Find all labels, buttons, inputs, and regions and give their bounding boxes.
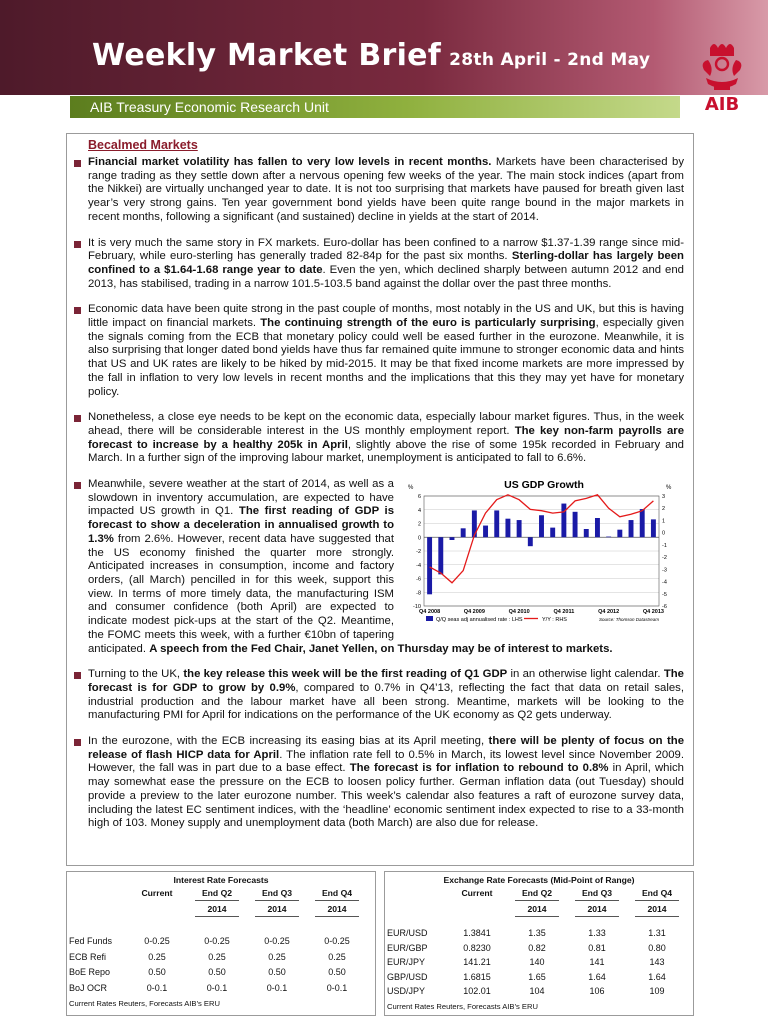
fx_table-cell: 1.3841: [463, 928, 491, 938]
interest_table-header: End Q2: [201, 888, 233, 898]
fx_table-header: End Q3: [581, 888, 613, 898]
bullet-icon: [74, 307, 81, 314]
interest_table-cell: 0-0.25: [264, 936, 290, 946]
fx_table-cell: 140: [529, 957, 545, 967]
header-underline: [255, 916, 299, 917]
header-underline: [315, 900, 359, 901]
gdp-bar-q3-2010: [505, 519, 510, 538]
fx_table-cell: 0.81: [588, 942, 606, 953]
fx_table-cell: 102.01: [463, 986, 491, 996]
x-tick-label: Q4 2008: [419, 609, 441, 616]
body-text: In the eurozone, with the ECB increasing its easing bias at its April meeting,: [88, 735, 489, 748]
gdp-bar-q3-2009: [461, 528, 466, 537]
interest_table-header: Current: [141, 888, 173, 898]
right-tick-label: 1: [662, 518, 666, 525]
gdp-bar-q3-2012: [595, 518, 600, 537]
interest_table-cell: 0-0.1: [206, 982, 228, 993]
fx_table-cell: 1.64: [588, 971, 606, 982]
legend-bar-label: Q/Q seas adj annualised rate : LHS: [436, 617, 523, 624]
interest_table-row-label: ECB Refi: [69, 951, 107, 962]
fx_table-row-label: EUR/GBP: [387, 942, 428, 953]
chart-title: US GDP Growth: [504, 479, 584, 492]
fx_table-header: End Q2: [521, 888, 553, 898]
fx_table-footnote: Current Rates Reuters, Forecasts AIB’s ERU: [387, 1001, 538, 1011]
fx_table-row-label: EUR/JPY: [387, 957, 426, 967]
right-tick-label: 3: [662, 494, 666, 501]
fx_table-cell: 141: [589, 957, 605, 967]
fx_table-cell: 106: [589, 986, 605, 996]
header-underline: [195, 900, 239, 901]
interest_table-row-label: BoE Repo: [69, 967, 111, 977]
gdp-bar-q2-2012: [584, 529, 589, 537]
interest_table-caption: Interest Rate Forecasts: [173, 875, 269, 885]
body-text: in an otherwise light calendar.: [507, 668, 664, 681]
interest_table-cell: 0-0.1: [326, 982, 348, 993]
header-underline: [315, 916, 359, 917]
x-tick-label: Q4 2010: [508, 609, 530, 616]
left-axis-unit: %: [408, 485, 414, 492]
left-tick-label: -6: [416, 576, 421, 583]
gdp-bar-q1-2011: [528, 537, 533, 546]
aib-logo: [690, 38, 754, 118]
emphasis-text: Financial market volatility has fallen to very low levels in recent months.: [88, 156, 492, 168]
paragraph-4: [88, 408, 684, 466]
fx_table-cell: 104: [529, 986, 545, 996]
x-tick-label: Q4 2012: [598, 609, 620, 616]
body-text: , especially given the signals coming from the ECB that monetary policy could well be eased further in the eurozone. Meanwhile, it is also surprising that longer dated bond yields have thus far remained quite immune to stronger economic data and hints that US and UK rates are likely to be hiked by mid-2015. It may be that fixed income markets are more impressed by the fall in inflation to very low levels in recent months and the implications that this they may yet have for monetary policy.: [88, 317, 685, 398]
body-text: Turning to the UK,: [88, 668, 184, 681]
right-tick-label: 2: [662, 506, 666, 513]
emphasis-text: The continuing strength of the euro is particularly surprising: [260, 317, 596, 330]
header-underline: [635, 900, 679, 901]
fx_table-year: 2014: [587, 904, 607, 914]
bullet-icon: [74, 482, 81, 489]
paragraph-7: [88, 732, 684, 831]
right-tick-label: -4: [662, 579, 667, 586]
article-box: [66, 133, 694, 866]
logo-text: AIB: [704, 94, 740, 115]
gdp-bar-q4-2010: [517, 520, 522, 537]
chart-source: Source: Thomson Datastream: [598, 617, 660, 623]
paragraph-6: [88, 665, 684, 723]
bullet-icon: [74, 672, 81, 679]
left-tick-label: -2: [416, 549, 421, 556]
interest_table-cell: 0.50: [268, 967, 286, 977]
body-text: It is very much the same story in FX markets. Euro-dollar has been confined to a narrow $1.37-1.39 range since mid-February, while euro-sterling has generally traded 82-84p for the past six months.: [88, 236, 684, 263]
gdp-bar-q2-2013: [629, 520, 634, 537]
right-tick-label: -1: [662, 542, 667, 549]
emphasis-text: the key release this week will be the first reading of Q1 GDP: [183, 668, 508, 681]
interest_table-header: End Q4: [321, 888, 353, 898]
paragraph-3: [88, 300, 684, 399]
body-text: from 2.6%. However, recent data have suggested that the US economy finished the quarter more strongly. Anticipated increases in consumption, income and factory orders, (all March) pencilled in for this week, support this view. In terms of more timely data, the manufacturing ISM and consumer confidence (both April) are expected to indicate modest pick-ups at the start of the Q2. Meantime, the FOMC meets this week, with a further €10bn of tapering anticipated.: [88, 532, 394, 655]
fx_table-row-label: USD/JPY: [387, 986, 426, 996]
fx_table-cell: 1.64: [648, 971, 666, 982]
right-tick-label: -3: [662, 567, 667, 574]
fx_table-cell: 0.82: [528, 942, 546, 953]
body-text: in April, which may somewhat ease the pressure on the ECB to loosen policy further. German inflation data (out Tuesday) should provide a preview to the later eurozone number. This week’s calendar also features a raft of eurozone survey data, including the latest EC sentiment indices, with the ‘headline’ economic sentiment index expected to rise to a 33-month high of 103. Money supply and unemployment data (both March) are also due for release.: [88, 762, 684, 830]
exchange-rate-table: [384, 871, 694, 1016]
fx_table-cell: 1.33: [588, 928, 606, 938]
interest_table-cell: 0.25: [328, 951, 346, 962]
interest_table-cell: 0.50: [208, 967, 226, 977]
interest_table-year: 2014: [267, 904, 287, 914]
body-text: Economic data have been quite strong in the past couple of months, most notably in the US and UK, but this is having little impact on financial markets.: [88, 303, 684, 330]
body-text: , compared to 0.7% in Q4’13, reflecting the fact that data on retail sales, industrial production and the labour market have all been strong. Meantime, markets will be looking to the manufacturing PMI for April for indications on the performance of the UK economy as Q2 gets underway.: [88, 681, 684, 722]
body-text: . The inflation rate fell to 0.5% in March, its lowest level since November 2009. However, the fall was in part due to a base effect.: [88, 748, 684, 775]
fx_table-cell: 1.65: [528, 971, 546, 982]
gdp-bar-q1-2010: [483, 526, 488, 538]
bullet-icon: [74, 415, 81, 422]
interest_table-row-label: BoJ OCR: [69, 982, 108, 993]
emphasis-text: The forecast is for GDP to grow by 0.9%: [88, 668, 684, 694]
left-tick-label: -8: [416, 590, 421, 597]
legend-bar-swatch: [426, 616, 433, 621]
right-axis-unit: %: [666, 485, 672, 492]
header-underline: [515, 916, 559, 917]
header-banner: [0, 0, 768, 95]
interest_table-cell: 0-0.25: [204, 936, 230, 946]
body-text: Markets have been characterised by range trading as they settle down after a nervous opening few weeks of the year. The main stock indices (apart from the Nikkei) are virtually unchanged year to date. It is not too surprising that markets have paused for breath given last year’s very strong gains. Ten year government bond yields have been quite range bound in the major markets in recent months, following a significant (and sustained) decline in yields at the start of 2014.: [88, 156, 684, 223]
article-title: Becalmed Markets: [88, 138, 198, 152]
body-text: Meanwhile, severe weather at the start of 2014, as well as a slowdown in inventory accumulation, are expected to have impacted US growth in Q1.: [88, 478, 394, 518]
fx_table-cell: 109: [649, 986, 665, 996]
gdp-bar-q4-2008: [427, 537, 432, 594]
x-tick-label: Q4 2011: [553, 609, 575, 616]
fx_table-cell: 141.21: [463, 957, 491, 967]
right-tick-label: -2: [662, 555, 667, 562]
interest_table-year: 2014: [207, 904, 227, 914]
gdp-bar-q1-2009: [438, 537, 443, 574]
interest_table-cell: 0.25: [208, 951, 226, 962]
emphasis-text: there will be plenty of focus on the release of flash HICP data for April: [88, 735, 684, 761]
fx_table-cell: 1.35: [528, 928, 546, 938]
emphasis-text: Sterling-dollar has largely been confined to a $1.64-1.68 range year to date: [88, 250, 684, 276]
body-text: . Even the yen, which declined sharply between autumn 2012 and end 2013, has stabilised, trading in a narrow 101.5-103.5 band against the dollar over the past three months.: [88, 263, 684, 290]
interest_table-header: End Q3: [261, 888, 293, 898]
gdp-bar-q4-2009: [472, 511, 477, 538]
interest_table-cell: 0.50: [148, 967, 166, 977]
right-tick-label: -6: [662, 604, 667, 611]
left-tick-label: 0: [417, 535, 421, 542]
emphasis-text: A speech from the Fed Chair, Janet Yellen, on Thursday may be of interest to markets.: [149, 642, 613, 655]
bullet-icon: [74, 739, 81, 746]
gdp-bar-q4-2011: [561, 504, 566, 538]
x-tick-label: Q4 2009: [463, 609, 485, 616]
fx_table-cell: 1.31: [648, 928, 666, 938]
interest_table-cell: 0.25: [148, 951, 166, 962]
gdp-bar-q4-2013: [651, 519, 656, 537]
subtitle-bar: AIB Treasury Economic Research Unit: [70, 96, 680, 118]
left-tick-label: -4: [416, 562, 421, 569]
page-title: Weekly Market Brief 28th April - 2nd May: [92, 38, 651, 73]
gdp-bar-q2-2009: [450, 537, 455, 540]
header-underline: [635, 916, 679, 917]
fx_table-header: End Q4: [641, 888, 673, 898]
body-text: Nonetheless, a close eye needs to be kept on the economic data, especially labour market figures. Thus, in the week ahead, there will be considerable interest in the US monthly employment report.: [88, 411, 684, 437]
gdp-bar-q3-2011: [550, 528, 555, 538]
forecast-tables: [66, 871, 694, 1016]
gdp-bar-q1-2013: [617, 530, 622, 538]
gdp-bar-q2-2011: [539, 515, 544, 537]
interest_table-row-label: Fed Funds: [69, 936, 113, 946]
right-tick-label: -5: [662, 591, 667, 598]
bullet-icon: [74, 241, 81, 248]
date-range: 28th April - 2nd May: [449, 50, 651, 70]
us-gdp-chart: [404, 476, 684, 636]
emphasis-text: The key non-farm payrolls are forecast to increase by a healthy 205k in April: [88, 424, 684, 451]
header-underline: [195, 916, 239, 917]
emphasis-text: The forecast is for inflation to rebound to 0.8%: [349, 762, 609, 775]
header-underline: [255, 900, 299, 901]
interest_table-cell: 0.25: [268, 951, 286, 962]
gdp-bar-q2-2010: [494, 511, 499, 538]
header-underline: [575, 900, 619, 901]
right-tick-label: 0: [662, 530, 666, 537]
aib-crest-icon: [703, 44, 742, 90]
paragraph-2: [88, 234, 684, 292]
fx_table-cell: 0.8230: [463, 942, 491, 953]
fx_table-cell: 1.6815: [463, 971, 491, 982]
fx_table-year: 2014: [647, 904, 667, 914]
fx_table-cell: 143: [649, 957, 665, 967]
interest_table-footnote: Current Rates Reuters, Forecasts AIB’s ERU: [69, 999, 220, 1008]
emphasis-text: The first reading of GDP is forecast to show a deceleration in annualised growth to 1.3%: [88, 505, 394, 545]
gdp-bar-q3-2013: [640, 509, 645, 537]
fx_table-row-label: EUR/USD: [387, 928, 428, 938]
interest_table-year: 2014: [327, 904, 347, 914]
left-tick-label: 6: [417, 494, 421, 501]
fx_table-row-label: GBP/USD: [387, 971, 428, 982]
interest_table-cell: 0.50: [328, 967, 346, 977]
left-tick-label: 2: [417, 521, 421, 528]
header-underline: [575, 916, 619, 917]
left-tick-label: 4: [417, 507, 421, 514]
paragraph-1: [88, 153, 684, 225]
bullet-icon: [74, 160, 81, 167]
fx_table-year: 2014: [527, 904, 547, 914]
gdp-bar-q4-2012: [606, 537, 611, 538]
paragraph-5: [88, 475, 684, 656]
header-underline: [515, 900, 559, 901]
left-tick-label: -10: [413, 604, 421, 611]
legend-line-label: Y/Y : RHS: [542, 617, 567, 624]
fx_table-caption: Exchange Rate Forecasts (Mid-Point of Range): [443, 875, 635, 885]
interest_table-cell: 0-0.1: [266, 982, 288, 993]
interest_table-cell: 0-0.25: [144, 936, 170, 946]
gdp-bar-q1-2012: [573, 512, 578, 537]
fx_table-cell: 0.80: [648, 942, 666, 953]
yoy-line: [430, 495, 654, 583]
interest_table-cell: 0-0.25: [324, 936, 350, 946]
body-text: , slightly above the rise of some 195k recorded in February and March. In a further sign of the improving labour market, unemployment is anticipated to fall to 6.6%.: [88, 438, 684, 465]
fx_table-header: Current: [461, 888, 493, 898]
interest-rate-table: [66, 871, 376, 1016]
x-tick-label: Q4 2013: [642, 609, 664, 616]
us-gdp-chart-svg: [404, 476, 684, 636]
interest_table-cell: 0-0.1: [146, 982, 168, 993]
